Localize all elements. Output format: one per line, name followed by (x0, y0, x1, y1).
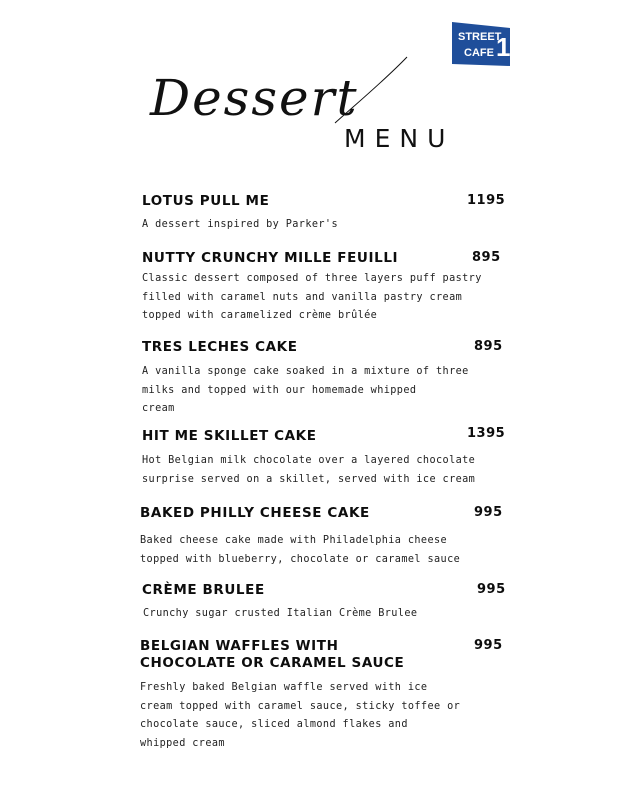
item-desc-cheese-cake: Baked cheese cake made with Philadelphia cheese topped with blueberry, chocolate or caramel sauce (140, 535, 461, 565)
item-name-skillet-cake: HIT ME SKILLET CAKE (142, 428, 317, 444)
item-price-tres-leches: 895 (474, 339, 503, 354)
menu-heading: MENU (344, 124, 455, 153)
item-price-cheese-cake: 995 (474, 505, 503, 520)
item-price-lotus: 1195 (467, 193, 506, 208)
item-desc-belgian-waffles: Freshly baked Belgian waffle served with ice cream topped with caramel sauce, sticky toffee or chocolate sauce, sliced almond flakes and whipped cream (140, 682, 461, 749)
logo-line2: CAFE (464, 47, 494, 59)
item-name-lotus: LOTUS PULL ME (142, 193, 270, 209)
item-price-belgian-waffles: 995 (474, 638, 503, 653)
logo-line1: STREET (458, 31, 502, 43)
item-desc-tres-leches: A vanilla sponge cake soaked in a mixture of three milks and topped with our homemade whipped cream (142, 366, 469, 414)
item-name-tres-leches: TRES LECHES CAKE (142, 339, 298, 355)
dessert-script-text: Dessert (150, 69, 359, 127)
item-name-cheese-cake: BAKED PHILLY CHEESE CAKE (140, 505, 370, 521)
item-name-mille-feuilli: NUTTY CRUNCHY MILLE FEUILLI (142, 250, 399, 266)
item-name-creme-brulee: CRÈME BRULEE (142, 582, 265, 598)
logo-number: 1 (496, 32, 511, 62)
item-price-skillet-cake: 1395 (467, 426, 506, 441)
item-price-creme-brulee: 995 (477, 582, 506, 597)
item-name-belgian-waffles: BELGIAN WAFFLES WITH CHOCOLATE OR CARAMEL SAUCE (140, 638, 405, 671)
item-desc-creme-brulee: Crunchy sugar crusted Italian Crème Brulee (143, 608, 418, 619)
item-price-mille-feuilli: 895 (472, 250, 501, 265)
item-desc-lotus: A dessert inspired by Parker's (142, 219, 339, 230)
street-cafe-logo (450, 20, 512, 68)
item-desc-mille-feuilli: Classic dessert composed of three layers puff pastry filled with caramel nuts and vanilla pastry cream topped with caramelized crème brûlée (142, 273, 482, 321)
item-desc-skillet-cake: Hot Belgian milk chocolate over a layered chocolate surprise served on a skillet, served with ice cream (142, 455, 476, 485)
